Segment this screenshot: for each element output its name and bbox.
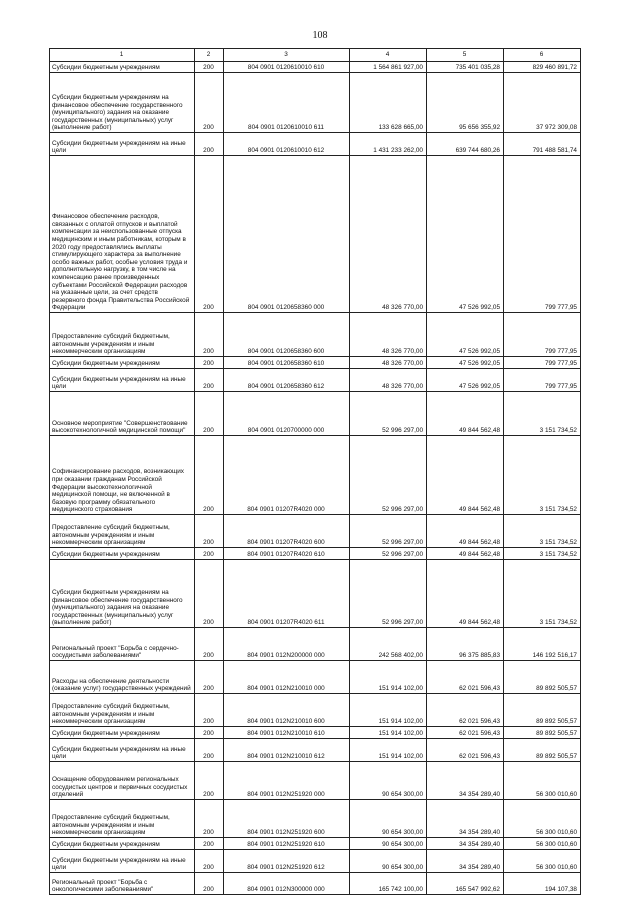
item-name-cell: Субсидии бюджетным учреждениям (50, 838, 195, 850)
item-name-cell: Субсидии бюджетным учреждениям на иные цели (50, 850, 195, 873)
budget-class-code-cell: 804 0901 0120658360 610 (224, 357, 350, 369)
item-name-cell: Финансовое обеспечение расходов, связанных с оплатой отпусков и выплатой компенсации за неиспользованные отпуска медицинским и иным работникам, которым в 2020 году предоставлялись выплаты стимулирующего характера за выполнение особо важных работ, особые условия труда и дополнительную нагрузку, в том числе на компенсацию ранее произведенных субъектами Российской Федерации расходов на указанные цели, за счет средств резервного фонда Правительства Российской Федерации (50, 156, 195, 313)
table-row (50, 515, 581, 548)
executed-amount-cell: 49 844 562,48 (427, 560, 504, 628)
column-header: 4 (350, 49, 427, 62)
item-name-cell: Расходы на обеспечение деятельности (оказание услуг) государственных учреждений (50, 661, 195, 694)
table-row (50, 762, 581, 800)
column-header: 2 (195, 49, 224, 62)
line-code-cell: 200 (195, 369, 224, 392)
approved-amount-cell: 52 996 297,00 (350, 436, 427, 515)
table-row (50, 357, 581, 369)
unexecuted-amount-cell: 56 300 010,60 (504, 838, 581, 850)
executed-amount-cell: 47 526 992,05 (427, 156, 504, 313)
executed-amount-cell: 49 844 562,48 (427, 515, 504, 548)
budget-class-code-cell: 804 0901 012N251920 000 (224, 762, 350, 800)
unexecuted-amount-cell: 56 300 010,60 (504, 850, 581, 873)
approved-amount-cell: 151 914 102,00 (350, 661, 427, 694)
column-header: 6 (504, 49, 581, 62)
unexecuted-amount-cell: 194 107,38 (504, 873, 581, 895)
unexecuted-amount-cell: 37 972 309,08 (504, 73, 581, 133)
item-name-cell: Субсидии бюджетным учреждениям на иные цели (50, 369, 195, 392)
budget-class-code-cell: 804 0901 012N300000 000 (224, 873, 350, 895)
unexecuted-amount-cell: 799 777,95 (504, 313, 581, 357)
line-code-cell: 200 (195, 156, 224, 313)
unexecuted-amount-cell: 3 151 734,52 (504, 515, 581, 548)
executed-amount-cell: 62 021 596,43 (427, 739, 504, 762)
budget-class-code-cell: 804 0901 01207R4020 000 (224, 436, 350, 515)
executed-amount-cell: 34 354 289,40 (427, 838, 504, 850)
approved-amount-cell: 90 654 300,00 (350, 838, 427, 850)
executed-amount-cell: 49 844 562,48 (427, 436, 504, 515)
item-name-cell: Софинансирование расходов, возникающих при оказании гражданам Российской Федерации высокотехнологичной медицинской помощи, не включенной в базовую программу обязательного медицинского страхования (50, 436, 195, 515)
unexecuted-amount-cell: 3 151 734,52 (504, 548, 581, 560)
budget-class-code-cell: 804 0901 012N200000 000 (224, 628, 350, 661)
budget-class-code-cell: 804 0901 012N210010 000 (224, 661, 350, 694)
executed-amount-cell: 49 844 562,48 (427, 392, 504, 436)
line-code-cell: 200 (195, 661, 224, 694)
executed-amount-cell: 735 401 035,28 (427, 62, 504, 73)
column-header: 1 (50, 49, 195, 62)
line-code-cell: 200 (195, 838, 224, 850)
line-code-cell: 200 (195, 548, 224, 560)
unexecuted-amount-cell: 56 300 010,60 (504, 762, 581, 800)
table-row (50, 392, 581, 436)
item-name-cell: Предоставление субсидий бюджетным, автономным учреждениям и иным некоммерческим организациям (50, 313, 195, 357)
table-row (50, 727, 581, 739)
line-code-cell: 200 (195, 628, 224, 661)
budget-class-code-cell: 804 0901 0120658360 600 (224, 313, 350, 357)
line-code-cell: 200 (195, 133, 224, 156)
unexecuted-amount-cell: 56 300 010,60 (504, 800, 581, 838)
budget-class-code-cell: 804 0901 01207R4020 611 (224, 560, 350, 628)
unexecuted-amount-cell: 3 151 734,52 (504, 392, 581, 436)
line-code-cell: 200 (195, 727, 224, 739)
table-row (50, 628, 581, 661)
approved-amount-cell: 90 654 300,00 (350, 850, 427, 873)
item-name-cell: Субсидии бюджетным учреждениям (50, 357, 195, 369)
unexecuted-amount-cell: 799 777,95 (504, 357, 581, 369)
line-code-cell: 200 (195, 762, 224, 800)
approved-amount-cell: 151 914 102,00 (350, 739, 427, 762)
line-code-cell: 200 (195, 560, 224, 628)
executed-amount-cell: 62 021 596,43 (427, 727, 504, 739)
item-name-cell: Основное мероприятие "Совершенствование высокотехнологичной медицинской помощи" (50, 392, 195, 436)
budget-class-code-cell: 804 0901 012N210010 612 (224, 739, 350, 762)
item-name-cell: Региональный проект "Борьба с сердечно-сосудистыми заболеваниями" (50, 628, 195, 661)
budget-class-code-cell: 804 0901 012N251920 600 (224, 800, 350, 838)
budget-class-code-cell: 804 0901 0120610010 610 (224, 62, 350, 73)
line-code-cell: 200 (195, 62, 224, 73)
approved-amount-cell: 151 914 102,00 (350, 694, 427, 727)
item-name-cell: Субсидии бюджетным учреждениям (50, 548, 195, 560)
executed-amount-cell: 49 844 562,48 (427, 548, 504, 560)
approved-amount-cell: 52 996 297,00 (350, 515, 427, 548)
table-row (50, 694, 581, 727)
item-name-cell: Предоставление субсидий бюджетным, автономным учреждениям и иным некоммерческим организациям (50, 800, 195, 838)
budget-class-code-cell: 804 0901 0120658360 612 (224, 369, 350, 392)
unexecuted-amount-cell: 799 777,95 (504, 369, 581, 392)
budget-class-code-cell: 804 0901 012N210010 600 (224, 694, 350, 727)
approved-amount-cell: 52 996 297,00 (350, 392, 427, 436)
table-row (50, 369, 581, 392)
executed-amount-cell: 165 547 992,62 (427, 873, 504, 895)
budget-class-code-cell: 804 0901 0120610010 611 (224, 73, 350, 133)
line-code-cell: 200 (195, 515, 224, 548)
approved-amount-cell: 133 628 665,00 (350, 73, 427, 133)
unexecuted-amount-cell: 799 777,95 (504, 156, 581, 313)
item-name-cell: Субсидии бюджетным учреждениям на финансовое обеспечение государственного (муниципального) задания на оказание государственных (муниципальных) услуг (выполнение работ) (50, 560, 195, 628)
item-name-cell: Субсидии бюджетным учреждениям (50, 62, 195, 73)
unexecuted-amount-cell: 829 460 891,72 (504, 62, 581, 73)
table-row (50, 800, 581, 838)
table-row (50, 548, 581, 560)
executed-amount-cell: 47 526 992,05 (427, 357, 504, 369)
column-header: 5 (427, 49, 504, 62)
table-row (50, 850, 581, 873)
budget-class-code-cell: 804 0901 012N251920 612 (224, 850, 350, 873)
item-name-cell: Субсидии бюджетным учреждениям на иные цели (50, 739, 195, 762)
page-number: 108 (312, 30, 328, 41)
table-row (50, 156, 581, 313)
approved-amount-cell: 151 914 102,00 (350, 727, 427, 739)
budget-class-code-cell: 804 0901 012N210010 610 (224, 727, 350, 739)
approved-amount-cell: 90 654 300,00 (350, 762, 427, 800)
budget-class-code-cell: 804 0901 0120658360 000 (224, 156, 350, 313)
approved-amount-cell: 1 431 233 262,00 (350, 133, 427, 156)
line-code-cell: 200 (195, 313, 224, 357)
table-row (50, 873, 581, 895)
approved-amount-cell: 48 326 770,00 (350, 369, 427, 392)
approved-amount-cell: 48 326 770,00 (350, 156, 427, 313)
unexecuted-amount-cell: 791 488 581,74 (504, 133, 581, 156)
item-name-cell: Предоставление субсидий бюджетным, автономным учреждениям и иным некоммерческим организациям (50, 515, 195, 548)
table-row (50, 62, 581, 73)
item-name-cell: Региональный проект "Борьба с онкологическими заболеваниями" (50, 873, 195, 895)
unexecuted-amount-cell: 89 892 505,57 (504, 727, 581, 739)
approved-amount-cell: 165 742 100,00 (350, 873, 427, 895)
executed-amount-cell: 62 021 596,43 (427, 661, 504, 694)
budget-class-code-cell: 804 0901 0120610010 612 (224, 133, 350, 156)
column-number-row (50, 49, 581, 62)
unexecuted-amount-cell: 89 892 505,57 (504, 661, 581, 694)
table-row (50, 838, 581, 850)
executed-amount-cell: 34 354 289,40 (427, 762, 504, 800)
approved-amount-cell: 52 996 297,00 (350, 560, 427, 628)
unexecuted-amount-cell: 3 151 734,52 (504, 560, 581, 628)
line-code-cell: 200 (195, 392, 224, 436)
unexecuted-amount-cell: 89 892 505,57 (504, 739, 581, 762)
approved-amount-cell: 1 564 861 927,00 (350, 62, 427, 73)
line-code-cell: 200 (195, 873, 224, 895)
budget-table (49, 48, 581, 895)
item-name-cell: Субсидии бюджетным учреждениям на иные цели (50, 133, 195, 156)
budget-class-code-cell: 804 0901 0120700000 000 (224, 392, 350, 436)
unexecuted-amount-cell: 146 192 516,17 (504, 628, 581, 661)
budget-class-code-cell: 804 0901 01207R4020 610 (224, 548, 350, 560)
table-row (50, 661, 581, 694)
line-code-cell: 200 (195, 73, 224, 133)
executed-amount-cell: 34 354 289,40 (427, 850, 504, 873)
item-name-cell: Субсидии бюджетным учреждениям (50, 727, 195, 739)
table-row (50, 560, 581, 628)
executed-amount-cell: 47 526 992,05 (427, 369, 504, 392)
budget-class-code-cell: 804 0901 01207R4020 600 (224, 515, 350, 548)
unexecuted-amount-cell: 89 892 505,57 (504, 694, 581, 727)
line-code-cell: 200 (195, 357, 224, 369)
line-code-cell: 200 (195, 850, 224, 873)
line-code-cell: 200 (195, 800, 224, 838)
table-row (50, 133, 581, 156)
executed-amount-cell: 34 354 289,40 (427, 800, 504, 838)
approved-amount-cell: 52 996 297,00 (350, 548, 427, 560)
budget-class-code-cell: 804 0901 012N251920 610 (224, 838, 350, 850)
approved-amount-cell: 48 326 770,00 (350, 313, 427, 357)
unexecuted-amount-cell: 3 151 734,52 (504, 436, 581, 515)
executed-amount-cell: 62 021 596,43 (427, 694, 504, 727)
line-code-cell: 200 (195, 436, 224, 515)
column-header: 3 (224, 49, 350, 62)
item-name-cell: Оснащение оборудованием региональных сосудистых центров и первичных сосудистых отделений (50, 762, 195, 800)
table-row (50, 313, 581, 357)
table-row (50, 436, 581, 515)
table-row (50, 73, 581, 133)
executed-amount-cell: 96 375 885,83 (427, 628, 504, 661)
line-code-cell: 200 (195, 739, 224, 762)
executed-amount-cell: 639 744 680,26 (427, 133, 504, 156)
approved-amount-cell: 90 654 300,00 (350, 800, 427, 838)
line-code-cell: 200 (195, 694, 224, 727)
item-name-cell: Предоставление субсидий бюджетным, автономным учреждениям и иным некоммерческим организациям (50, 694, 195, 727)
approved-amount-cell: 242 568 402,00 (350, 628, 427, 661)
table-row (50, 739, 581, 762)
item-name-cell: Субсидии бюджетным учреждениям на финансовое обеспечение государственного (муниципального) задания на оказание государственных (муниципальных) услуг (выполнение работ) (50, 73, 195, 133)
approved-amount-cell: 48 326 770,00 (350, 357, 427, 369)
executed-amount-cell: 95 656 355,92 (427, 73, 504, 133)
executed-amount-cell: 47 526 992,05 (427, 313, 504, 357)
